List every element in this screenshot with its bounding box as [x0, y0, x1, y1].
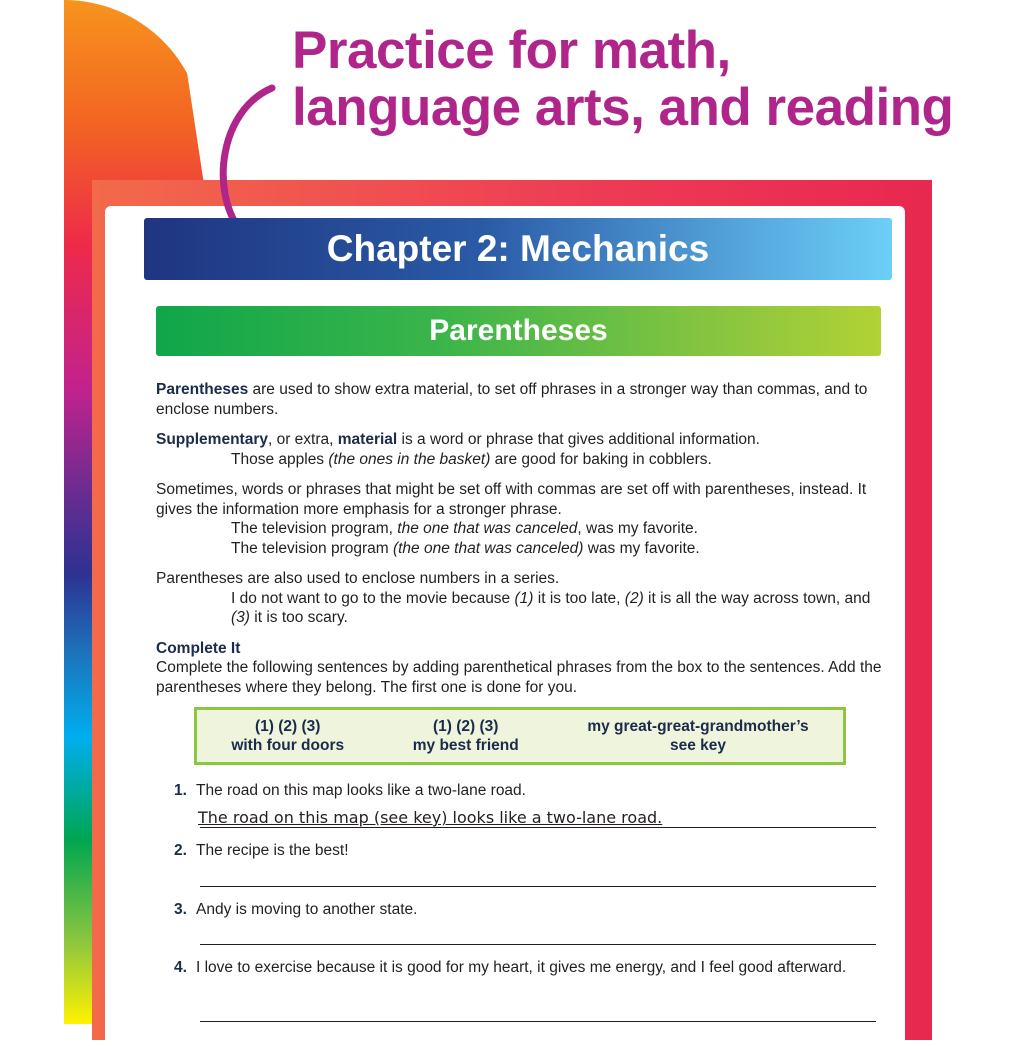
question-2 [174, 841, 884, 861]
term-parentheses: Parentheses [156, 381, 249, 398]
word-box-cell [413, 717, 519, 755]
text-fragment: was my favorite. [583, 539, 700, 557]
answer-line-2[interactable] [200, 885, 876, 887]
question-text: I love to exercise because it is good for my heart, it gives me energy, and I feel good afterward. [196, 959, 847, 976]
word-box-cell [231, 717, 344, 755]
question-1 [174, 781, 884, 801]
term-material: material [337, 431, 398, 448]
text-fragment: The television program [231, 539, 393, 557]
example-sentence [156, 450, 884, 470]
answer-line-3[interactable] [200, 943, 876, 945]
italic-fragment: (3) [231, 609, 250, 626]
question-number: 1. [174, 782, 187, 799]
headline [292, 22, 1012, 136]
text-fragment: , or extra, [267, 431, 338, 448]
question-number: 2. [174, 842, 187, 859]
word-box-line: my best friend [412, 737, 519, 754]
question-3 [174, 900, 884, 920]
paragraph-definition [156, 380, 884, 419]
answer-1-text: The road on this map (see key) looks like a two-lane road. [198, 808, 663, 827]
question-number: 3. [174, 901, 187, 918]
text-fragment: Those apples [231, 450, 329, 468]
example-sentence [156, 539, 884, 559]
text-fragment: it is too scary. [249, 609, 348, 626]
word-box-cell [587, 717, 808, 755]
italic-fragment: (the one that was canceled) [392, 539, 584, 557]
term-supplementary: Supplementary [156, 431, 268, 448]
headline-line-1: Practice for math, [292, 21, 731, 80]
word-box-line: my great-great-grandmother’s [587, 718, 809, 735]
text-fragment: it is too late, [533, 589, 625, 607]
text-fragment: I do not want to go to the movie because [231, 589, 515, 607]
text-fragment: Parentheses are also used to enclose numbers in a series. [156, 570, 560, 587]
question-text: The recipe is the best! [196, 842, 349, 859]
italic-fragment: the one that was canceled [397, 520, 578, 537]
italic-fragment: (1) [514, 589, 534, 607]
paragraph-numbers [156, 569, 884, 628]
paragraph-emphasis [156, 480, 884, 558]
italic-fragment: (2) [624, 589, 644, 607]
example-sentence [156, 519, 884, 539]
word-box-line: see key [669, 737, 726, 754]
question-4 [174, 958, 884, 978]
question-text: The road on this map looks like a two-lane road. [196, 782, 526, 799]
definition-text: are used to show extra material, to set off phrases in a stronger way than commas, and to enclose numbers. [156, 381, 868, 418]
text-fragment: are good for baking in cobblers. [490, 450, 712, 468]
word-box-line: (1) (2) (3) [432, 718, 499, 735]
lesson-content [156, 380, 884, 697]
answer-line-1[interactable] [200, 826, 876, 828]
complete-it-instructions: Complete the following sentences by adding parenthetical phrases from the box to the sentences. Add the parentheses where they belong. The first one is done for you. [156, 659, 882, 696]
text-fragment: it is all the way across town, and [643, 589, 871, 607]
text-fragment: , was my favorite. [577, 520, 698, 537]
word-box-line: (1) (2) (3) [254, 718, 321, 735]
text-fragment: Sometimes, words or phrases that might be set off with commas are set off with parentheses, instead. It gives the information more emphasis for a stronger phrase. [156, 481, 867, 518]
section-title: Parentheses [156, 306, 881, 356]
answer-line-4[interactable] [200, 1020, 876, 1022]
chapter-title: Chapter 2: Mechanics [144, 218, 892, 280]
text-fragment: is a word or phrase that gives additional information. [397, 431, 760, 448]
word-box [194, 707, 846, 765]
text-fragment: The television program, [231, 520, 398, 537]
question-number: 4. [174, 959, 187, 976]
italic-fragment: (the ones in the basket) [328, 450, 491, 468]
headline-line-2: language arts, and reading [292, 78, 954, 137]
question-text: Andy is moving to another state. [196, 901, 418, 918]
complete-it-heading: Complete It [156, 639, 241, 657]
paragraph-supplementary [156, 430, 884, 469]
example-sentence [156, 589, 884, 628]
word-box-line: with four doors [231, 737, 345, 754]
